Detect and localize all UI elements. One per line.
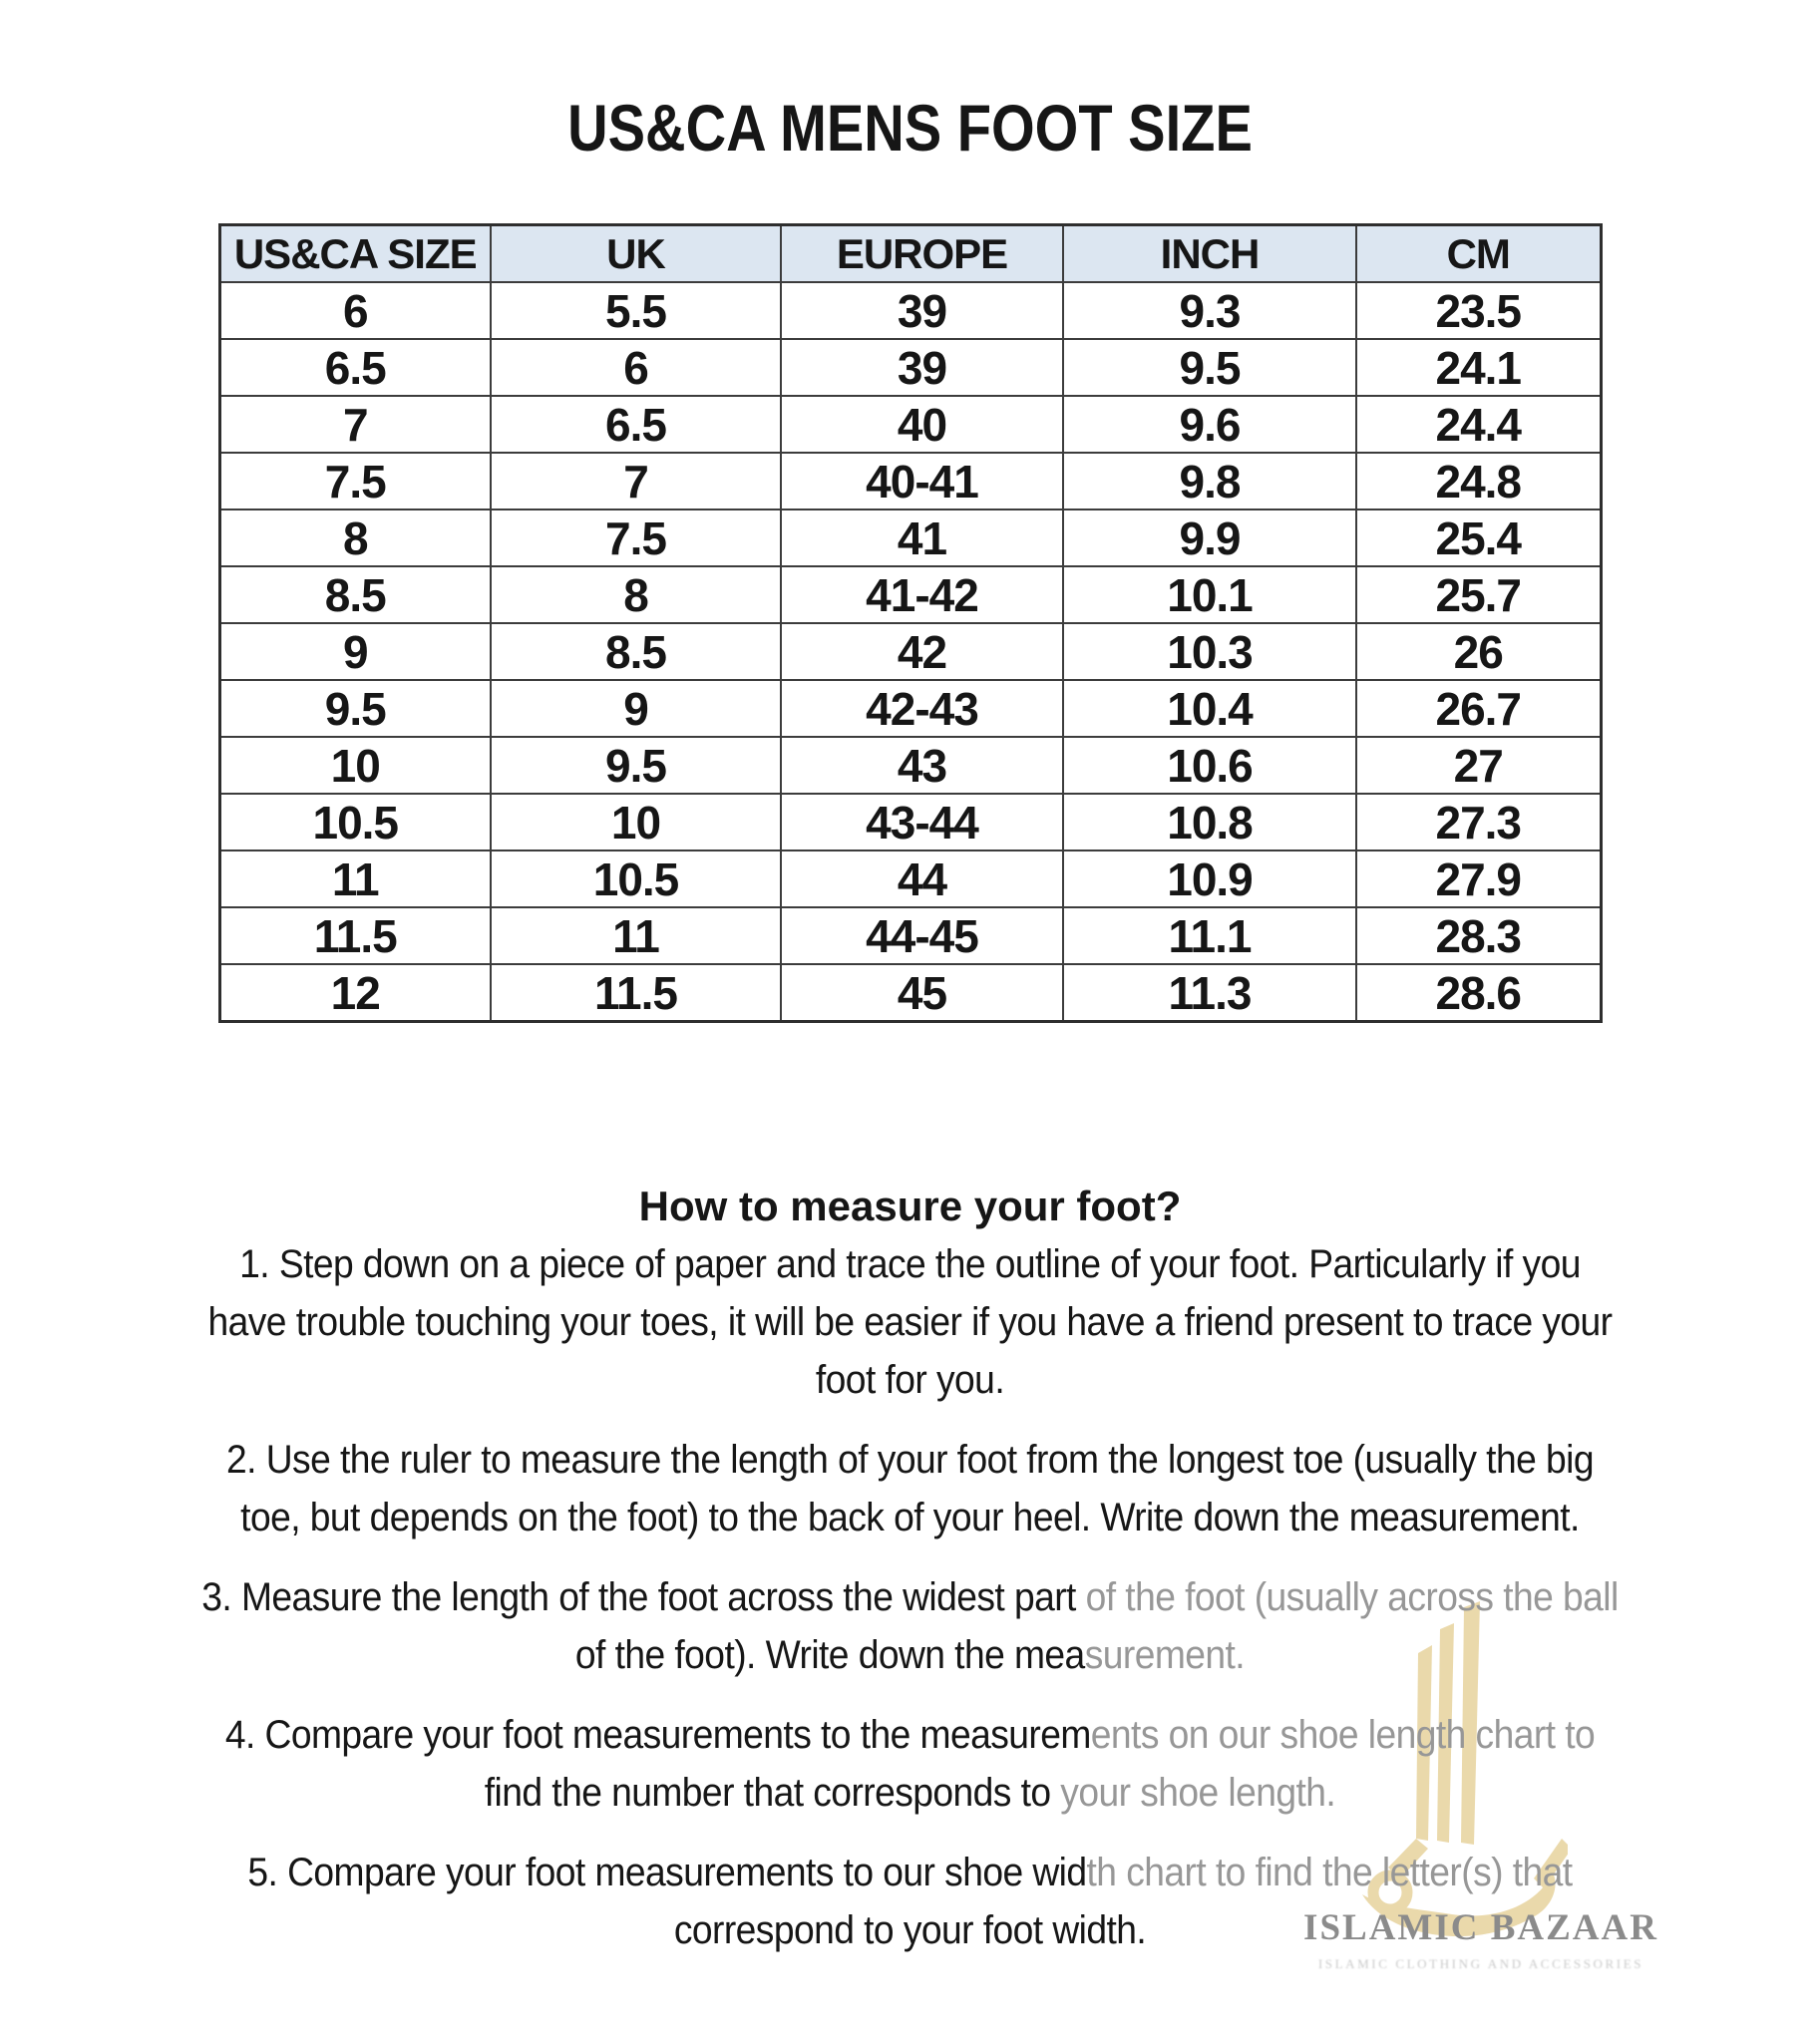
instruction-line <box>64 1764 1756 1822</box>
size-cell: 8 <box>491 566 781 623</box>
size-cell: 11 <box>491 907 781 964</box>
size-cell: 10.6 <box>1063 737 1356 794</box>
instruction-text-segment: your shoe length. <box>1060 1771 1336 1815</box>
size-row <box>219 794 1601 851</box>
size-cell: 43-44 <box>781 794 1063 851</box>
instruction-item <box>0 1235 1820 1409</box>
size-row <box>219 282 1601 339</box>
size-cell: 10.8 <box>1063 794 1356 851</box>
instruction-line <box>64 1293 1756 1351</box>
size-cell: 7 <box>219 396 491 453</box>
size-cell: 7.5 <box>491 510 781 566</box>
column-header: EUROPE <box>781 225 1063 283</box>
size-cell: 44 <box>781 851 1063 907</box>
size-cell: 10.4 <box>1063 680 1356 737</box>
instruction-text-segment: 2. Use the ruler to measure the length of your foot from the longest toe (usually the big <box>226 1438 1594 1482</box>
instruction-line <box>64 1489 1756 1546</box>
instruction-text-segment: find the number that corresponds to <box>484 1771 1061 1815</box>
size-cell: 8.5 <box>491 623 781 680</box>
size-cell: 28.3 <box>1356 907 1601 964</box>
size-cell: 11.3 <box>1063 964 1356 1022</box>
size-row <box>219 510 1601 566</box>
size-row <box>219 680 1601 737</box>
size-row <box>219 851 1601 907</box>
page-title: US&CA MENS FOOT SIZE <box>567 91 1253 165</box>
instructions-section <box>0 1178 1820 1959</box>
instruction-line <box>64 1568 1756 1626</box>
size-cell: 12 <box>219 964 491 1022</box>
size-cell: 11 <box>219 851 491 907</box>
size-cell: 42 <box>781 623 1063 680</box>
size-row <box>219 396 1601 453</box>
size-row <box>219 907 1601 964</box>
instruction-text-segment: have trouble touching your toes, it will be easier if you have a friend present to trace your <box>207 1300 1613 1344</box>
instruction-text-segment: 5. Compare your foot measurements to our shoe wid <box>247 1851 1087 1894</box>
size-cell: 9.3 <box>1063 282 1356 339</box>
size-cell: 25.4 <box>1356 510 1601 566</box>
size-cell: 11.1 <box>1063 907 1356 964</box>
instruction-item <box>0 1706 1820 1822</box>
table-body <box>219 282 1601 1022</box>
size-cell: 11.5 <box>219 907 491 964</box>
size-cell: 10 <box>219 737 491 794</box>
size-row <box>219 566 1601 623</box>
size-cell: 10.1 <box>1063 566 1356 623</box>
size-cell: 27.3 <box>1356 794 1601 851</box>
size-row <box>219 453 1601 510</box>
brand-name: ISLAMIC BAZAAR <box>1303 1907 1658 1948</box>
size-cell: 7.5 <box>219 453 491 510</box>
size-row <box>219 339 1601 396</box>
instruction-line <box>64 1431 1756 1489</box>
size-cell: 25.7 <box>1356 566 1601 623</box>
size-cell: 5.5 <box>491 282 781 339</box>
size-cell: 24.4 <box>1356 396 1601 453</box>
size-cell: 10.5 <box>491 851 781 907</box>
size-cell: 9.5 <box>219 680 491 737</box>
brand-watermark <box>1262 1906 1700 1972</box>
size-cell: 27 <box>1356 737 1601 794</box>
size-cell: 40 <box>781 396 1063 453</box>
size-row <box>219 737 1601 794</box>
instruction-text-segment: correspond to your foot width. <box>673 1908 1147 1952</box>
size-cell: 27.9 <box>1356 851 1601 907</box>
size-cell: 24.1 <box>1356 339 1601 396</box>
size-cell: 43 <box>781 737 1063 794</box>
size-cell: 9 <box>491 680 781 737</box>
instruction-text-segment: toe, but depends on the foot) to the back of your heel. Write down the measurement. <box>240 1496 1580 1539</box>
size-cell: 9.5 <box>491 737 781 794</box>
instruction-line <box>64 1706 1756 1764</box>
size-cell: 9.8 <box>1063 453 1356 510</box>
instruction-text-segment: of the foot). Write down the mea <box>574 1633 1085 1677</box>
size-cell: 28.6 <box>1356 964 1601 1022</box>
size-cell: 9 <box>219 623 491 680</box>
instruction-text-segment: 1. Step down on a piece of paper and trace the outline of your foot. Particularly if you <box>239 1242 1581 1286</box>
size-cell: 44-45 <box>781 907 1063 964</box>
size-cell: 7 <box>491 453 781 510</box>
instruction-text-segment: ents on our shoe length chart to <box>1090 1713 1596 1757</box>
size-row <box>219 623 1601 680</box>
instruction-text-segment: foot for you. <box>815 1358 1005 1402</box>
size-cell: 9.5 <box>1063 339 1356 396</box>
size-cell: 26 <box>1356 623 1601 680</box>
size-cell: 6.5 <box>491 396 781 453</box>
size-cell: 24.8 <box>1356 453 1601 510</box>
size-cell: 10.3 <box>1063 623 1356 680</box>
size-cell: 6.5 <box>219 339 491 396</box>
instruction-text-segment: of the foot (usually across the ball <box>1085 1575 1619 1619</box>
size-cell: 39 <box>781 339 1063 396</box>
size-row <box>219 964 1601 1022</box>
size-cell: 41 <box>781 510 1063 566</box>
size-cell: 39 <box>781 282 1063 339</box>
size-cell: 10.5 <box>219 794 491 851</box>
size-cell: 9.9 <box>1063 510 1356 566</box>
instruction-item <box>0 1568 1820 1684</box>
instructions-heading: How to measure your foot? <box>638 1183 1182 1229</box>
size-cell: 23.5 <box>1356 282 1601 339</box>
size-cell: 11.5 <box>491 964 781 1022</box>
instruction-item <box>0 1431 1820 1546</box>
instruction-text-segment: th chart to find the letter(s) that <box>1086 1851 1573 1894</box>
instruction-line <box>64 1844 1756 1901</box>
instruction-line <box>64 1351 1756 1409</box>
size-cell: 10 <box>491 794 781 851</box>
instructions-list <box>0 1235 1820 1959</box>
column-header: UK <box>491 225 781 283</box>
size-cell: 9.6 <box>1063 396 1356 453</box>
size-cell: 41-42 <box>781 566 1063 623</box>
column-header: INCH <box>1063 225 1356 283</box>
table-header-row <box>219 225 1601 283</box>
instruction-text-segment: 3. Measure the length of the foot across the widest part <box>201 1575 1086 1619</box>
instruction-line <box>64 1235 1756 1293</box>
size-cell: 8.5 <box>219 566 491 623</box>
brand-tagline: ISLAMIC CLOTHING AND ACCESSORIES <box>1317 1956 1644 1971</box>
instruction-line <box>64 1626 1756 1684</box>
column-header: CM <box>1356 225 1601 283</box>
size-cell: 40-41 <box>781 453 1063 510</box>
size-cell: 10.9 <box>1063 851 1356 907</box>
instruction-text-segment: 4. Compare your foot measurements to the measurem <box>224 1713 1091 1757</box>
instruction-text-segment: surement. <box>1084 1633 1246 1677</box>
size-cell: 6 <box>491 339 781 396</box>
size-conversion-table <box>218 223 1603 1023</box>
size-cell: 45 <box>781 964 1063 1022</box>
size-cell: 42-43 <box>781 680 1063 737</box>
size-cell: 26.7 <box>1356 680 1601 737</box>
size-cell: 6 <box>219 282 491 339</box>
size-cell: 8 <box>219 510 491 566</box>
column-header: US&CA SIZE <box>219 225 491 283</box>
